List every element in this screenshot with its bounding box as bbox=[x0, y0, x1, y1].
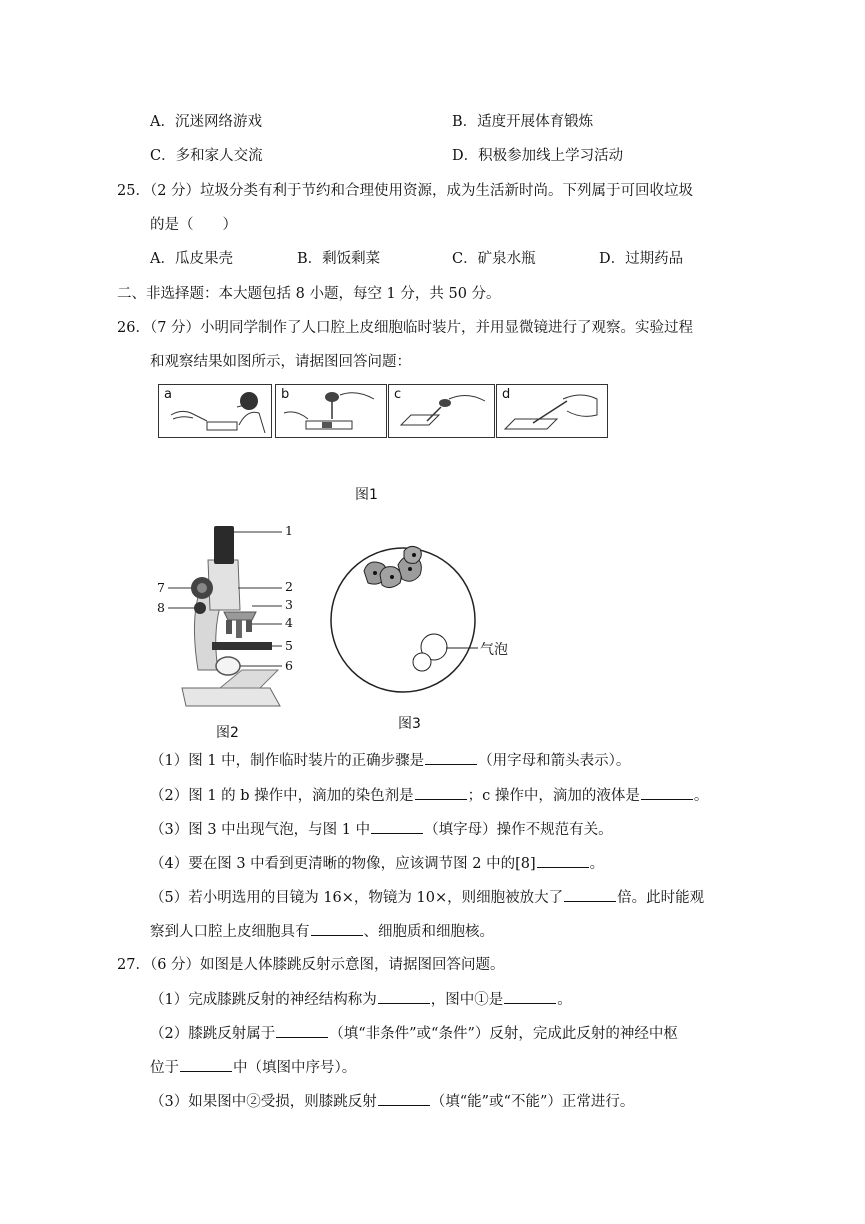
fig1-panel-c-drawing bbox=[389, 385, 494, 437]
q25-stem-line2: 的是（ ） bbox=[150, 217, 237, 233]
q26-sub4: （4）要在图 3 中看到更清晰的物像，应该调节图 2 中的[8] 。 bbox=[150, 853, 604, 874]
fig1-panel-a-label: a bbox=[164, 387, 172, 402]
fig1-panel-b-label: b bbox=[281, 387, 290, 402]
q24-option-b: B．适度开展体育锻炼 bbox=[452, 114, 594, 130]
q27-stem: 27．（6 分）如图是人体膝跳反射示意图，请据图回答问题。 bbox=[117, 957, 505, 973]
q24-option-d: D．积极参加线上学习活动 bbox=[452, 148, 624, 164]
answer-blank[interactable] bbox=[276, 1023, 328, 1038]
fig1-panel-d-label: d bbox=[502, 387, 511, 402]
microscope-label-1: 1 bbox=[285, 523, 293, 538]
answer-blank[interactable] bbox=[415, 785, 467, 800]
answer-blank[interactable] bbox=[564, 887, 616, 902]
fig1-panel-a-drawing bbox=[159, 385, 271, 437]
fig1-caption: 图1 bbox=[355, 487, 378, 503]
answer-blank[interactable] bbox=[641, 785, 693, 800]
microscope-label-7: 7 bbox=[157, 580, 165, 595]
q26-stem-line1: 26．（7 分）小明同学制作了人口腔上皮细胞临时装片，并用显微镜进行了观察。实验过程 bbox=[117, 320, 694, 336]
q27-sub3: （3）如果图中②受损，则膝跳反射 （填“能”或“不能”）正常进行。 bbox=[150, 1091, 634, 1112]
answer-blank[interactable] bbox=[311, 921, 363, 936]
answer-blank[interactable] bbox=[425, 750, 477, 765]
q25-stem-line1: 25．（2 分）垃圾分类有利于节约和合理使用资源，成为生活新时尚。下列属于可回收垃圾 bbox=[117, 183, 694, 199]
microscope-label-3: 3 bbox=[285, 597, 293, 612]
answer-blank[interactable] bbox=[378, 1091, 430, 1106]
q26-sub5-cont: 察到人口腔上皮细胞具有 、细胞质和细胞核。 bbox=[150, 921, 494, 942]
fig2-caption: 图2 bbox=[216, 725, 239, 741]
fig1-panel-a bbox=[158, 384, 272, 438]
section-heading: 二、非选择题：本大题包括 8 小题，每空 1 分，共 50 分。 bbox=[117, 286, 501, 302]
fig1-panel-d-drawing bbox=[497, 385, 607, 437]
fig1-panel-c bbox=[388, 384, 495, 438]
fig1-panel-b bbox=[275, 384, 387, 438]
q25-option-a: A．瓜皮果壳 bbox=[150, 251, 233, 267]
answer-blank[interactable] bbox=[537, 853, 589, 868]
q24-option-a: A．沉迷网络游戏 bbox=[150, 114, 262, 130]
q27-sub2: （2）膝跳反射属于 （填“非条件”或“条件”）反射，完成此反射的神经中枢 bbox=[150, 1023, 678, 1044]
q26-sub3: （3）图 3 中出现气泡，与图 1 中 （填字母）操作不规范有关。 bbox=[150, 819, 613, 840]
q25-option-c: C．矿泉水瓶 bbox=[452, 251, 536, 267]
fig1-panel-c-label: c bbox=[394, 387, 402, 402]
answer-blank[interactable] bbox=[504, 989, 556, 1004]
fig3-caption: 图3 bbox=[398, 716, 421, 732]
bubble-label: 气泡 bbox=[480, 642, 508, 658]
microscope-label-2: 2 bbox=[285, 579, 293, 594]
q25-option-d: D．过期药品 bbox=[599, 251, 684, 267]
q24-option-c: C．多和家人交流 bbox=[150, 148, 263, 164]
microscope-label-4: 4 bbox=[285, 615, 293, 630]
q27-sub1: （1）完成膝跳反射的神经结构称为 ，图中①是 。 bbox=[150, 989, 572, 1010]
q26-stem-line2: 和观察结果如图所示，请据图回答问题： bbox=[150, 354, 411, 370]
q27-sub2-cont: 位于 中（填图中序号）。 bbox=[150, 1057, 356, 1078]
fig1-panel-b-drawing bbox=[276, 385, 386, 437]
microscope-label-8: 8 bbox=[157, 600, 165, 615]
microscope-label-6: 6 bbox=[285, 658, 293, 673]
q26-sub1: （1）图 1 中，制作临时装片的正确步骤是 （用字母和箭头表示）。 bbox=[150, 750, 630, 771]
q26-sub5: （5）若小明选用的目镜为 16×，物镜为 10×，则细胞被放大了 倍。此时能观 bbox=[150, 887, 704, 908]
answer-blank[interactable] bbox=[371, 819, 423, 834]
microscope-label-5: 5 bbox=[285, 638, 293, 653]
fig1-panel-d bbox=[496, 384, 608, 438]
q25-option-b: B．剩饭剩菜 bbox=[297, 251, 381, 267]
answer-blank[interactable] bbox=[378, 989, 430, 1004]
q26-sub2: （2）图 1 的 b 操作中，滴加的染色剂是 ；c 操作中，滴加的液体是 。 bbox=[150, 785, 708, 806]
field-of-view-diagram bbox=[328, 535, 478, 710]
answer-blank[interactable] bbox=[180, 1057, 232, 1072]
